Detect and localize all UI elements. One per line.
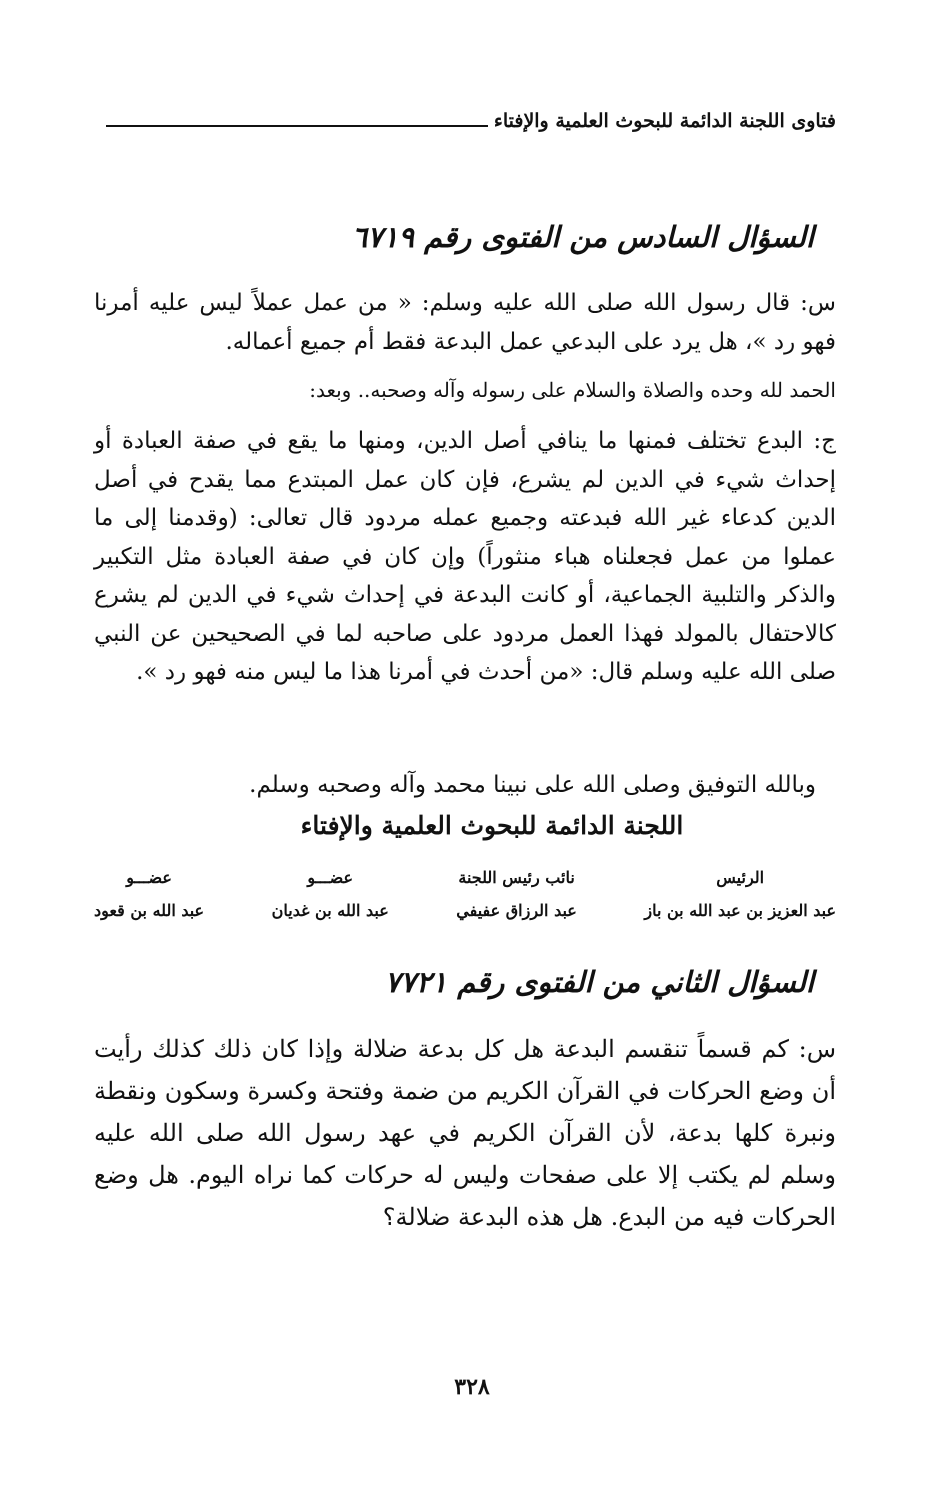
committee-title: اللجنة الدائمة للبحوث العلمية والإفتاء — [300, 811, 684, 840]
running-header — [106, 110, 836, 132]
signature-role: عضـــو — [307, 868, 354, 887]
question-1-text: س: قال رسول الله صلى الله عليه وسلم: « من عمل عملاً ليس عليه أمرنا فهو رد »، هل يرد على البدعي عمل البدعة فقط أم جميع أعماله. — [94, 290, 836, 355]
signature-name: عبد الرزاق عفيفي — [456, 901, 577, 920]
signature-vice-president — [456, 868, 577, 920]
closing-text: وبالله التوفيق وصلى الله على نبينا محمد وآله وصحبه وسلم. — [249, 772, 816, 798]
answer-text: ج: البدع تختلف فمنها ما ينافي أصل الدين، ومنها ما يقع في صفة العبادة أو إحداث شيء في الدين لم يشرع، فإن كان عمل المبتدع مما يقدح في أصل الدين كدعاء غير الله فبدعته وجميع عمله مردود قال تعالى: (وقدمنا إلى ما عملوا من عمل فجعلناه هباء منثوراً) وإن كان في صفة العبادة مثل التكبير والذكر والتلبية الجماعية، أو كانت البدعة في إحداث شيء في الدين لم يشرع كالاحتفال بالمولد فهذا العمل مردود على صاحبه لما في الصحيحين عن النبي صلى الله عليه وسلم قال: «من أحدث في أمرنا هذا ما ليس منه فهو رد ». — [94, 428, 836, 685]
praise-text: الحمد لله وحده والصلاة والسلام على رسوله وآله وصحبه.. وبعد: — [309, 378, 836, 402]
question-1-heading: السؤال السادس من الفتوى رقم ٦٧١٩ — [351, 220, 814, 254]
signature-role: الرئيس — [716, 868, 765, 887]
signature-name: عبد الله بن غديان — [271, 901, 389, 920]
signature-name: عبد الله بن قعود — [94, 901, 205, 920]
signature-president — [644, 868, 836, 920]
question-2-heading: السؤال الثاني من الفتوى رقم ٧٧٢١ — [384, 965, 814, 999]
signature-name: عبد العزيز بن عبد الله بن باز — [644, 901, 836, 920]
signature-role: نائب رئيس اللجنة — [458, 868, 575, 887]
question-2-text: س: كم قسماً تنقسم البدعة هل كل بدعة ضلالة وإذا كان ذلك كذلك رأيت أن وضع الحركات في القرآن الكريم من ضمة وفتحة وكسرة وسكون ونقطة ونبرة كلها بدعة، لأن القرآن الكريم في عهد رسول الله صلى الله عليه وسلم لم يكتب إلا على صفحات وليس له حركات كما نراه اليوم. هل وضع الحركات فيه من البدع. هل هذه البدعة ضلالة؟ — [94, 1035, 836, 1231]
running-title: فتاوى اللجنة الدائمة للبحوث العلمية والإفتاء — [493, 110, 836, 132]
signatures — [94, 868, 836, 920]
signature-member — [94, 868, 204, 920]
signature-member — [272, 868, 389, 920]
signature-role: عضـــو — [126, 868, 172, 887]
header-rule — [106, 125, 488, 127]
page-number: ٣٢٨ — [454, 1374, 490, 1400]
